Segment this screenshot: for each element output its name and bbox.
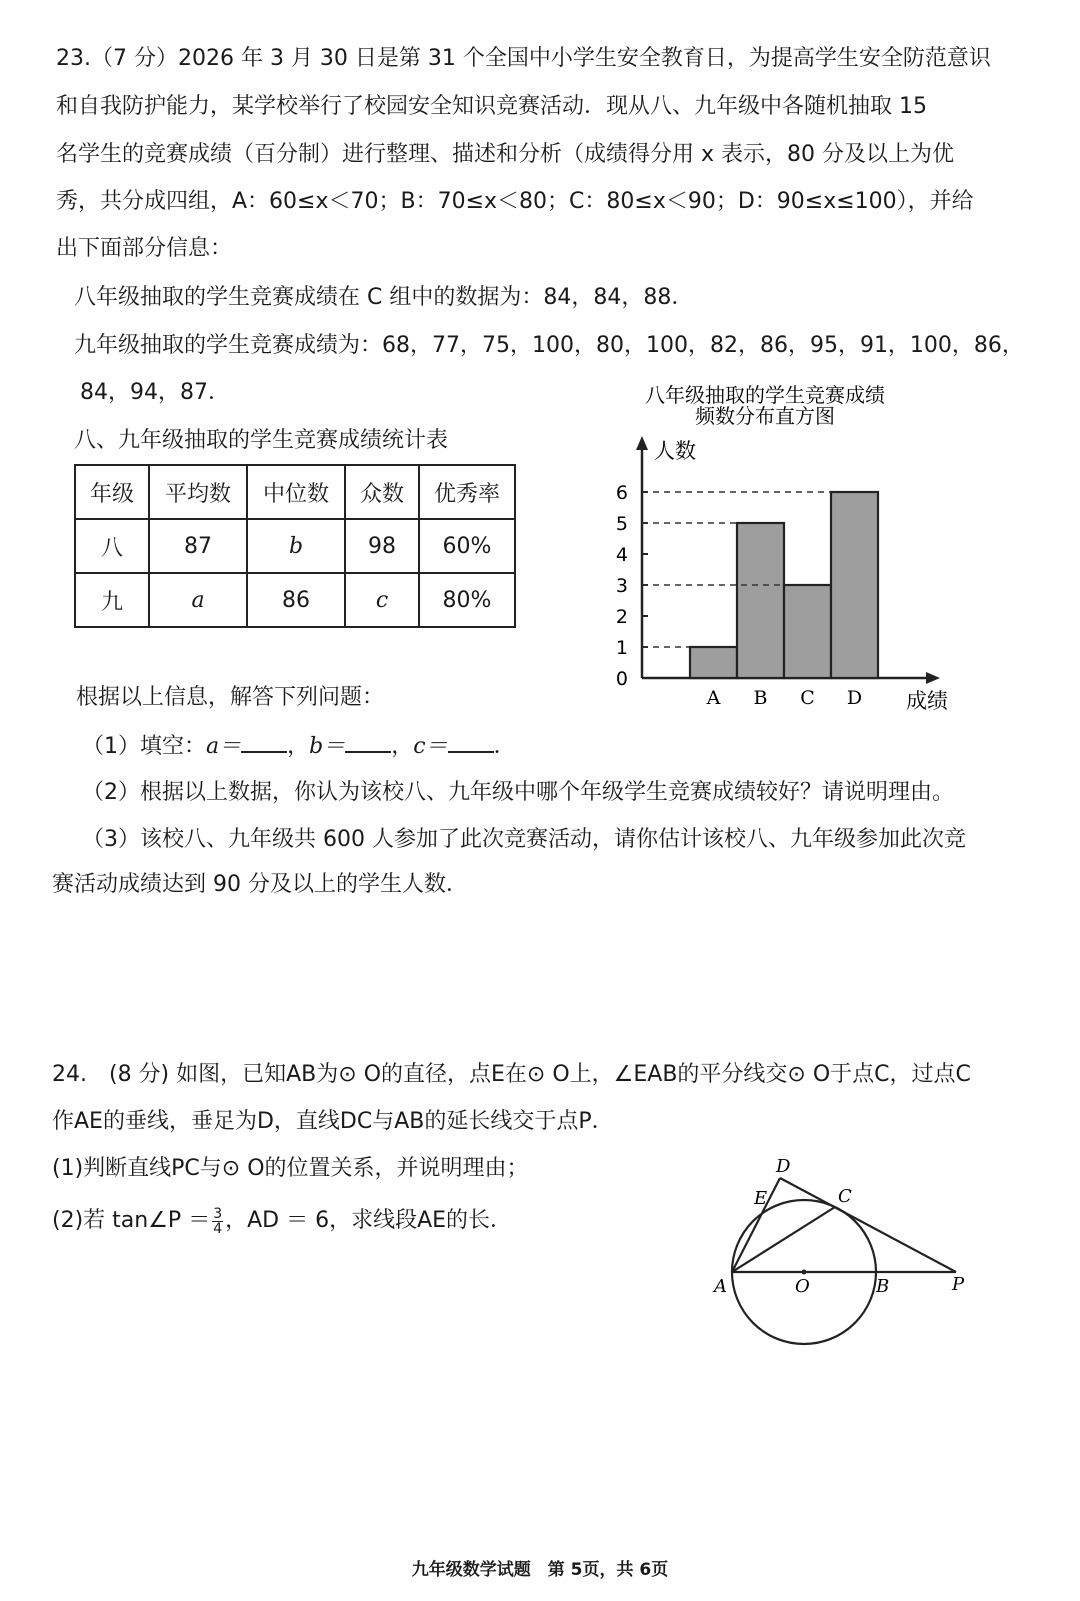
label-d: D [776,1156,791,1177]
q23-line-3: 名学生的竞赛成绩（百分制）进行整理、描述和分析（成绩得分用 x 表示，80 分及以上为优 [56,142,954,167]
y-tick-label: 4 [615,544,628,566]
q24-part2-pre: (2)若 tan∠P ＝ [52,1208,211,1233]
x-tick-label: D [846,687,863,709]
table-header: 中位数 [247,465,345,519]
y-axis-arrow [636,436,648,450]
q23-part3-line1: （3）该校八、九年级共 600 人参加了此次竞赛活动，请你估计该校八、九年级参加此次竞 [82,827,966,852]
table-row [75,573,515,627]
geometry-figure [700,1150,1000,1360]
q23-line-4: 秀，共分成四组，A：60≤x＜70；B：70≤x＜80；C：80≤x＜90；D：90≤x≤100），并给 [56,189,974,214]
fraction-three-quarters [212,1207,223,1236]
table-header: 众数 [345,465,419,519]
answer-blank-b[interactable] [345,731,391,753]
x-axis-label: 成绩 [906,689,948,713]
y-axis-label: 人数 [654,439,696,463]
table-title: 八、九年级抽取的学生竞赛成绩统计表 [74,428,449,453]
part1-label: （1）填空： [82,734,206,759]
chart-subtitle: 频数分布直方图 [695,404,835,428]
bar-d [831,492,878,678]
bar-c [784,585,831,678]
grade8-c-data: 八年级抽取的学生竞赛成绩在 C 组中的数据为：84，84，88． [74,285,694,310]
page-footer: 九年级数学试题 第 5页，共 6页 [411,1560,669,1580]
chart-title: 八年级抽取的学生竞赛成绩 [645,383,885,407]
table-cell: 87 [149,519,247,573]
x-axis-arrow [926,672,940,684]
chart-plot-area [616,436,948,713]
frac-denominator: 4 [213,1220,223,1237]
table-cell: 八 [75,519,149,573]
histogram-chart [600,380,980,720]
q23-line-2: 和自我防护能力，某学校举行了校园安全知识竞赛活动．现从八、九年级中各随机抽取 15 [56,94,927,119]
x-tick-label: C [800,687,815,709]
table-cell: 86 [247,573,345,627]
table-cell: 九 [75,573,149,627]
q24-part1: (1)判断直线PC与⊙ O的位置关系，并说明理由； [52,1156,529,1181]
table-cell: a [149,573,247,627]
label-c: C [838,1186,852,1207]
bar-a [690,647,737,678]
q24-line-1: 24. (8 分) 如图，已知AB为⊙ O的直径，点E在⊙ O上，∠EAB的平分线交⊙ O于点C，过点C [52,1062,971,1087]
part1-b: b＝ [309,734,346,759]
label-o: O [795,1276,810,1297]
q24-part2 [52,1206,512,1236]
q23-part3-line2: 赛活动成绩达到 90 分及以上的学生人数． [52,872,468,897]
q24-line-2: 作AE的垂线，垂足为D，直线DC与AB的延长线交于点P． [52,1109,614,1134]
y-tick-label: 1 [615,637,628,659]
table-cell: c [345,573,419,627]
table-header: 平均数 [149,465,247,519]
part1-a: a＝ [206,734,242,759]
q24-part2-post: ，AD ＝ 6，求线段AE的长． [225,1208,513,1233]
bar-b [737,523,784,678]
table-cell: 60% [419,519,515,573]
y-tick-label: 5 [615,513,628,535]
grade9-data-line-1: 九年级抽取的学生竞赛成绩为：68，77，75，100，80，100，82，86，95，91，100，86， [74,333,1024,358]
answer-blank-a[interactable] [241,731,287,753]
table-header-row [75,465,515,519]
q23-prompt: 根据以上信息，解答下列问题： [76,685,385,710]
q23-part1: （1）填空：a＝ ，b＝ ，c＝ ． [82,731,516,762]
answer-blank-c[interactable] [448,731,494,753]
part1-c: c＝ [413,734,448,759]
point-o [802,1270,807,1275]
y-tick-label: 2 [615,606,628,628]
label-e: E [754,1188,768,1209]
x-tick-label: A [706,687,721,709]
table-header: 年级 [75,465,149,519]
label-b: B [876,1276,890,1297]
label-p: P [952,1274,965,1295]
grade9-data-line-2: 84，94，87． [80,380,230,405]
y-tick-label: 6 [615,482,628,504]
x-tick-label: B [753,687,768,709]
y-tick-label: 0 [615,668,628,690]
stats-table [74,464,516,628]
q23-part2: （2）根据以上数据，你认为该校八、九年级中哪个年级学生竞赛成绩较好？请说明理由。 [82,780,955,805]
table-cell: 80% [419,573,515,627]
table-row [75,519,515,573]
table-cell: b [247,519,345,573]
frac-numerator: 3 [213,1205,223,1222]
y-tick-label: 3 [615,575,628,597]
table-cell: 98 [345,519,419,573]
table-header: 优秀率 [419,465,515,519]
q23-line-1: 23.（7 分）2026 年 3 月 30 日是第 31 个全国中小学生安全教育日，为提高学生安全防范意识 [56,46,991,71]
q23-line-5: 出下面部分信息： [56,236,233,261]
label-a: A [714,1276,727,1297]
